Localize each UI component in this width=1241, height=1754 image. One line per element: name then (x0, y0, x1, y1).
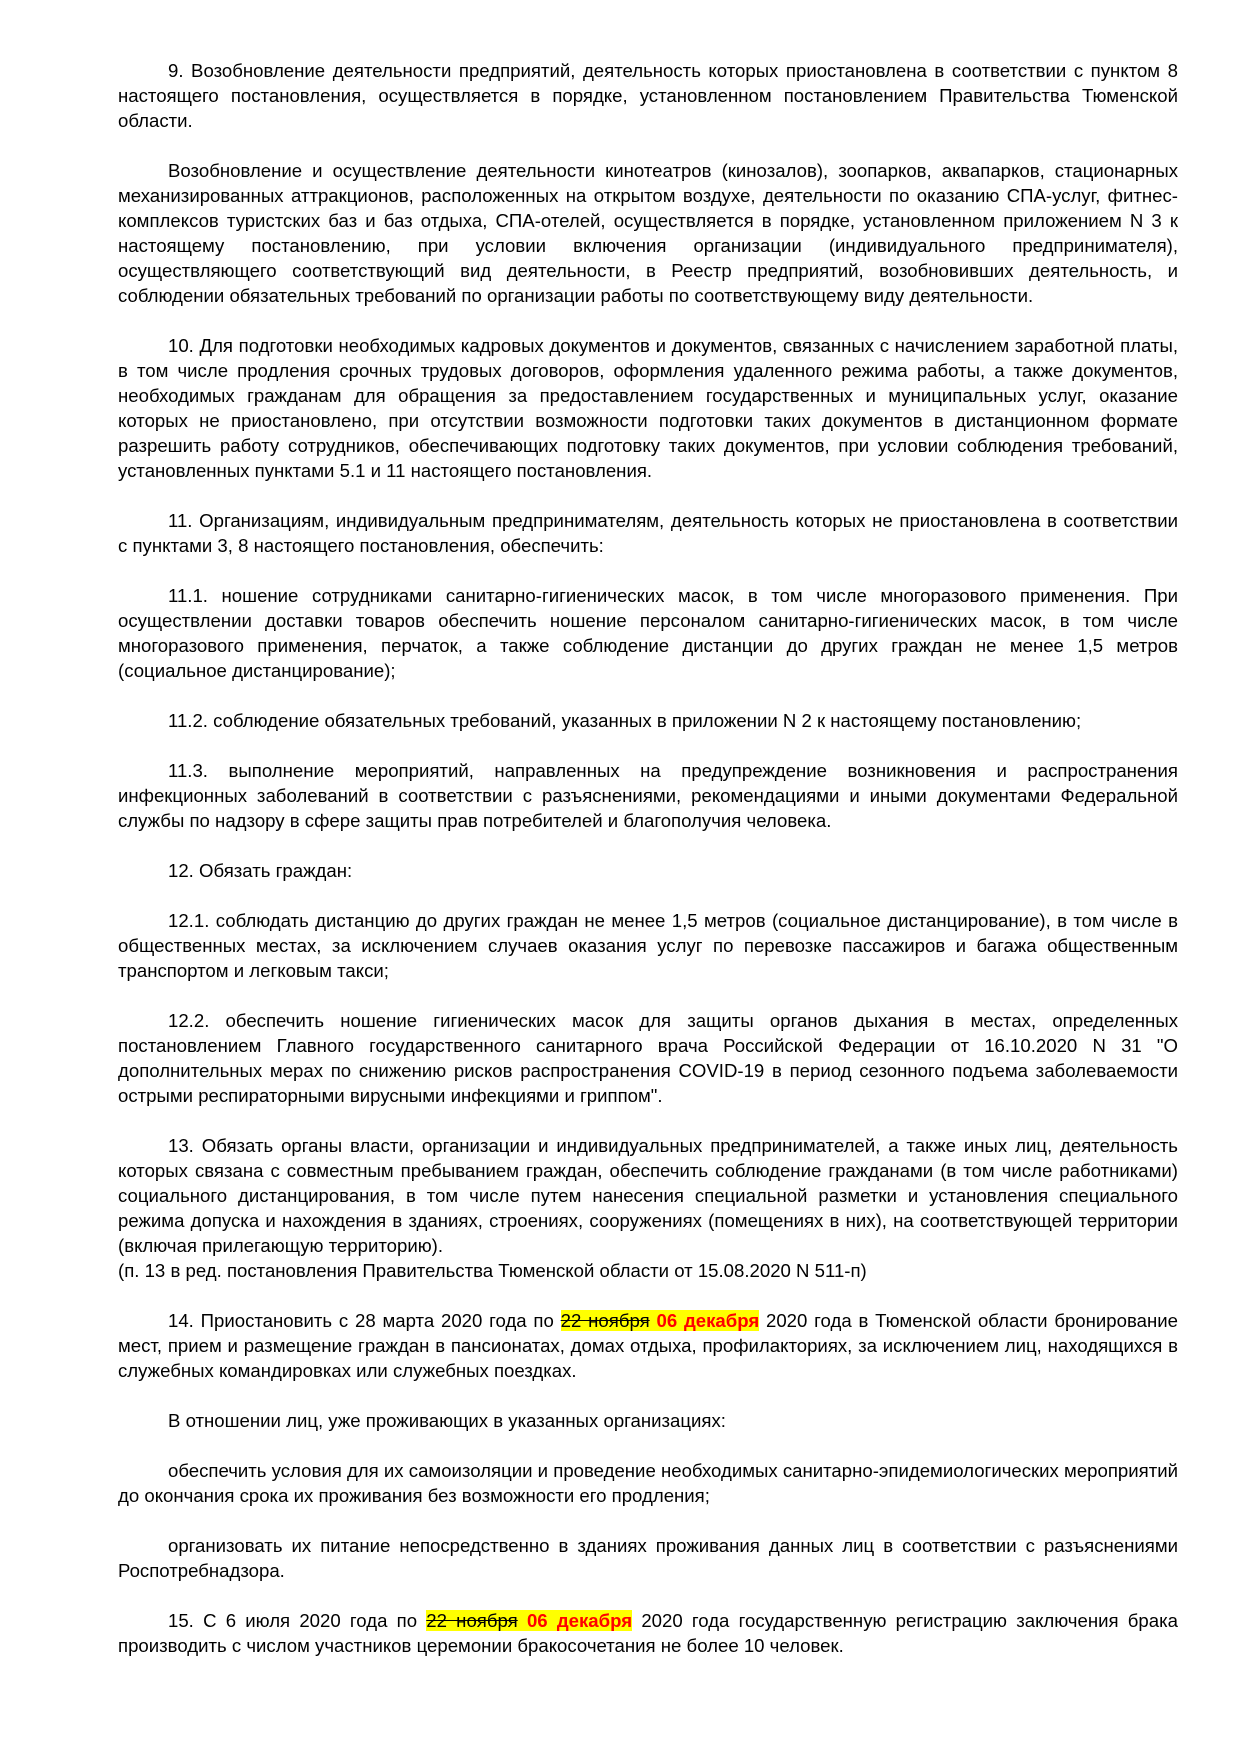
paragraph-12-2: 12.2. обеспечить ношение гигиенических масок для защиты органов дыхания в местах, определенных постановлением Главного государственного санитарного врача Российской Федерации от 16.10.2020 N 31 "О дополнительных мерах по снижению рисков распространения COVID-19 в период сезонного подъема заболеваемости острыми респираторными вирусными инфекциями и гриппом". (118, 1010, 1178, 1106)
paragraph-11-2: 11.2. соблюдение обязательных требований, указанных в приложении N 2 к настоящему постановлению; (168, 710, 1082, 731)
old-date-struck: 22 ноября (560, 1310, 650, 1331)
paragraph-13: 13. Обязать органы власти, организации и индивидуальных предпринимателей, а также иных лиц, деятельность которых связана с совместным пребыванием граждан, обеспечить соблюдение гражданами (в том числе работниками) социального дистанцирования, в том числе путем нанесения специальной разметки и установления специального режима допуска и нахождения в зданиях, строениях, сооружениях (помещениях в них), на соответствующей территории (включая прилегающую территорию). (118, 1135, 1178, 1256)
paragraph-9: 9. Возобновление деятельности предприятий, деятельность которых приостановлена в соответствии с пунктом 8 настоящего постановления, осуществляется в порядке, установленном постановлением Правительства Тюменской области. (118, 60, 1178, 131)
document-page (118, 58, 1178, 1683)
new-date-highlight: 06 декабря (656, 1310, 760, 1331)
paragraph-11: 11. Организациям, индивидуальным предпринимателям, деятельность которых не приостановлена в соответствии с пунктами 3, 8 настоящего постановления, обеспечить: (118, 510, 1178, 556)
paragraph-11-1: 11.1. ношение сотрудниками санитарно-гигиенических масок, в том числе многоразового применения. При осуществлении доставки товаров обеспечить ношение персоналом санитарно-гигиенических масок, в том числе многоразового применения, перчаток, а также соблюдение дистанции до других граждан не менее 1,5 метров (социальное дистанцирование); (118, 585, 1178, 681)
paragraph-10: 10. Для подготовки необходимых кадровых документов и документов, связанных с начислением заработной платы, в том числе продления срочных трудовых договоров, оформления удаленного режима работы, а также документов, необходимых гражданам для обращения за предоставлением государственных и муниципальных услуг, оказание которых не приостановлено, при отсутствии возможности подготовки таких документов в дистанционном формате разрешить работу сотрудников, обеспечивающих подготовку таких документов, при условии соблюдения требований, установленных пунктами 5.1 и 11 настоящего постановления. (118, 335, 1178, 481)
paragraph-14-start: 14. Приостановить с 28 марта 2020 года по (168, 1310, 561, 1331)
paragraph-15 (118, 1608, 1178, 1658)
old-date-struck: 22 ноября (426, 1610, 518, 1631)
paragraph-12: 12. Обязать граждан: (168, 860, 353, 881)
paragraph-14-end: 2020 года в Тюменской области бронирование мест, прием и размещение граждан в пансионатах, домах отдыха, профилакториях, за исключением лиц, находящихся в служебных командировках или служебных поездках. (118, 1310, 1178, 1381)
paragraph-9-resumption: Возобновление и осуществление деятельности кинотеатров (кинозалов), зоопарков, аквапарков, стационарных механизированных аттракционов, расположенных на открытом воздухе, деятельности по оказанию СПА-услуг, фитнес-комплексов туристских баз и баз отдыха, СПА-отелей, осуществляется в порядке, установленном приложением N 3 к настоящему постановлению, при условии включения организации (индивидуального предпринимателя), осуществляющего соответствующий вид деятельности, в Реестр предприятий, возобновивших деятельность, и соблюдении обязательных требований по организации работы по соответствующему виду деятельности. (118, 160, 1178, 306)
paragraph-14-isolation: обеспечить условия для их самоизоляции и проведение необходимых санитарно-эпидемиологических мероприятий до окончания срока их проживания без возможности его продления; (118, 1460, 1178, 1506)
paragraph-15-start: 15. С 6 июля 2020 года по (168, 1610, 427, 1631)
new-date-highlight: 06 декабря (526, 1610, 633, 1631)
paragraph-14-meals: организовать их питание непосредственно в зданиях проживания данных лиц в соответствии с разъяснениями Роспотребнадзора. (118, 1535, 1178, 1581)
paragraph-15-end: 2020 года государственную регистрацию заключения брака производить с числом участников церемонии бракосочетания не более 10 человек. (118, 1610, 1178, 1656)
paragraph-11-3: 11.3. выполнение мероприятий, направленных на предупреждение возникновения и распространения инфекционных заболеваний в соответствии с разъяснениями, рекомендациями и иными документами Федеральной службы по надзору в сфере защиты прав потребителей и благополучия человека. (118, 760, 1178, 831)
paragraph-13-note: (п. 13 в ред. постановления Правительства Тюменской области от 15.08.2020 N 511-п) (118, 1260, 867, 1281)
paragraph-14 (118, 1308, 1178, 1383)
paragraph-12-1: 12.1. соблюдать дистанцию до других граждан не менее 1,5 метров (социальное дистанцирование), в том числе в общественных местах, за исключением случаев оказания услуг по перевозке пассажиров и багажа общественным транспортом и легковым такси; (118, 910, 1178, 981)
paragraph-14-residents: В отношении лиц, уже проживающих в указанных организациях: (168, 1410, 726, 1431)
